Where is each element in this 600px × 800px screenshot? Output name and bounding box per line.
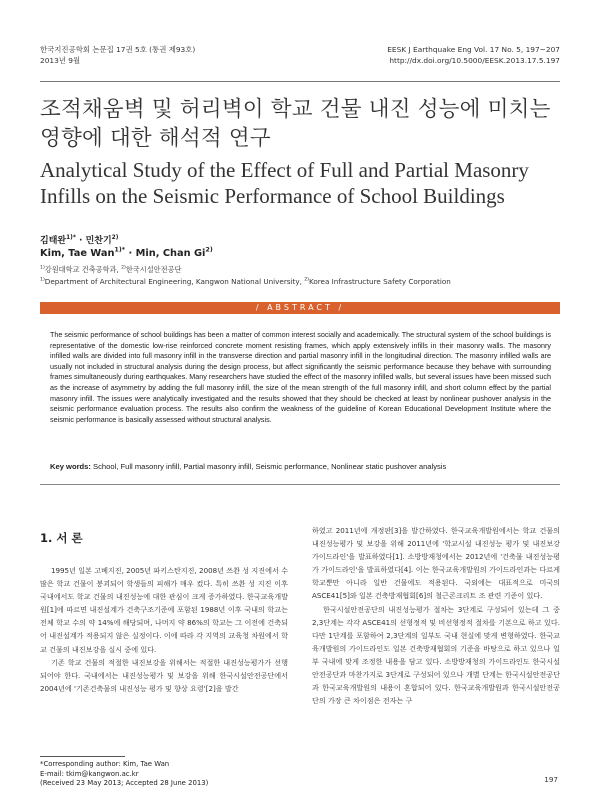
affiliations-korean [40, 265, 181, 275]
received-accepted-dates: (Received 23 May 2013; Accepted 28 June 2013) [40, 779, 209, 787]
author-marker: 2) [205, 245, 213, 254]
body-paragraph: 하였고 2011년에 개정판[3]을 발간하였다. 한국교육개발원에서는 학교 건물의 내진성능평가 및 보강을 위해 2011년에 '학교시설 내진성능 평가 및 내진보강 가이드라인'을 발표하였다[1]. 소방방재청에서는 2012년에 '건축물 내진성능평가 가이드라인'을 발표하였다[4]. 이는 한국교육개발원의 가이드라인과는 다르게 학교뿐만 아니라 일반 건물에도 적용된다. 국외에는 대표적으로 미국의 ASCE41[5]와 일본 건축방재협회[6]의 철근콘크리트 조 관련 기준이 있다. [312, 526, 560, 601]
author-name: Kim, Tae Wan [40, 248, 115, 259]
keywords [50, 462, 551, 471]
authors-korean [40, 233, 118, 246]
abstract-banner: / ABSTRACT / [40, 302, 560, 314]
abstract-text: The seismic performance of school buildings has been a matter of common interest socially and academically. The structural system of the school buildings is representative of the domestic low-rise reinforced concrete moment resisting frames, which apply extensively infills in their masonry walls. The masonry infilled walls are divided into full masonry infill in the transverse direction and partial masonry infill in the longitudinal direction. The masonry infilled walls are usually not included in structural analysis during the design process, but affect significantly the seismic performance because they behave with surrounding frames simultaneously during earthquakes. Many researchers have studied the effect of the masonry infilled walls, but several issues have been missed such as the increase of asymmetry by adding the full masonry infill, the size of the mean strength of the full masonry infill, and short column effect by the partial masonry infill. The issues were analytically investigated and the results showed that they should be checked at least by nonlinear pushover analysis in the seismic performance evaluation process. The results also confirm the weakness of the guideline of Korean Educational Development Institute where the seismic performance is basically assessed without structural analysis. [50, 330, 551, 424]
keywords-list: School, Full masonry infill, Partial masonry infill, Seismic performance, Nonlinear static pushover analysis [90, 462, 447, 471]
footnote-divider [40, 756, 125, 757]
title-english: Analytical Study of the Effect of Full and Partial Masonry Infills on the Seismic Performance of School Buildings [40, 158, 529, 208]
affiliation-text: Korea Infrastructure Safety Corporation [308, 277, 451, 286]
affiliation-marker: 1) [40, 277, 45, 283]
corresponding-author: *Corresponding author: Kim, Tae Wan [40, 760, 170, 768]
doi-link[interactable]: http://dx.doi.org/10.5000/EESK.2013.17.5.197 [389, 55, 560, 65]
affiliation-text: 강원대학교 건축공학과, [44, 265, 122, 274]
header-divider [40, 81, 560, 82]
affiliation-text: Department of Architectural Engineering, Kangwon National University, [44, 277, 305, 286]
affiliation-marker: 1) [40, 265, 45, 271]
author-email[interactable]: E-mail: tkim@kangwon.ac.kr [40, 769, 139, 778]
journal-citation-english: EESK J Earthquake Eng Vol. 17 No. 5, 197~207 [387, 45, 560, 54]
author-name: 김태완 [40, 236, 67, 246]
affiliation-text: 한국시설안전공단 [125, 265, 182, 274]
journal-citation-korean: 한국지진공학회 논문집 17권 5호 (통권 제93호) [40, 45, 196, 54]
page-number: 197 [544, 775, 558, 784]
journal-header-english [387, 45, 560, 66]
author-marker: 1)* [114, 245, 126, 254]
keywords-label: Key words: [50, 462, 91, 471]
body-column-right [312, 524, 560, 707]
author-name: 민찬기 [85, 236, 112, 246]
body-paragraph: 한국시설안전공단의 내진성능평가 절차는 3단계로 구성되어 있는데 그 중 2,3단계는 각각 ASCE41의 선형정적 및 비선형정적 절차를 기본으로 하고 있다. 다만 1단계를 포함하여 2,3단계의 일부도 국내 현실에 맞게 변형하였다. 한국교육개발원의 가이드라인도 일본 건축방재협회의 기준을 바탕으로 하고 있으나 일부 국내에 맞게 조정한 내용을 담고 있다. 소방방재청의 가이드라인도 한국시설안전공단과 마찬가지로 3단계로 구성되어 있으나 개별 단계는 한국시설안전공단과 한국교육개발원의 내용이 혼합되어 있다. 한국교육개발원과 한국시설안전공단의 가장 큰 차이점은 전자는 구 [312, 604, 560, 706]
body-paragraph: 기존 학교 건물의 적절한 내진보강을 위해서는 적절한 내진성능평가가 선행되어야 한다. 국내에서는 내진성능평가 및 보강을 위해 한국시설안전공단에서 2004년에 '기존건축물의 내진성능 평가 및 향상 요령'[2]을 발간 [40, 657, 288, 693]
section-heading: 1. 서 론 [40, 531, 83, 545]
affiliation-marker: 2) [121, 265, 126, 271]
body-paragraph: 1995년 일본 고베지진, 2005년 파키스탄지진, 2008년 쓰촨 성 지진에서 수많은 학교 건물이 붕괴되어 학생들의 피해가 매우 컸다. 특히 쓰촨 성 지진 이후 국내에서도 학교 건물의 내진성능에 대한 관심이 크게 증가하였다. 한국교육개발원[1]에 따르면 내진설계가 건축구조기준에 포함된 1988년 이후 국내의 학교는 전체 학교 수의 약 14%에 해당되며, 나머지 약 86%의 학교는 그 이전에 건축되어 내진설계가 적용되지 않은 실정이다. 이에 따라 각 지역의 교육청 차원에서 학교 건물의 내진보강을 실시 중에 있다. [40, 566, 288, 654]
title-korean: 조적채움벽 및 허리벽이 학교 건물 내진 성능에 미치는 영향에 대한 해석적 연구 [40, 97, 551, 151]
author-marker: 1)* [66, 235, 76, 241]
author-marker: 2) [111, 235, 119, 241]
abstract-divider [40, 484, 560, 485]
author-separator: · [75, 236, 86, 246]
affiliations-english [40, 277, 451, 286]
affiliation-marker: 2) [304, 277, 309, 283]
author-separator: · [125, 248, 136, 259]
journal-header-korean [40, 45, 195, 66]
journal-date-korean: 2013년 9월 [40, 55, 81, 65]
authors-english [40, 245, 213, 259]
corresponding-author-footnote [40, 760, 208, 789]
author-name: Min, Chan Gi [135, 248, 206, 259]
body-column-left [40, 564, 288, 695]
